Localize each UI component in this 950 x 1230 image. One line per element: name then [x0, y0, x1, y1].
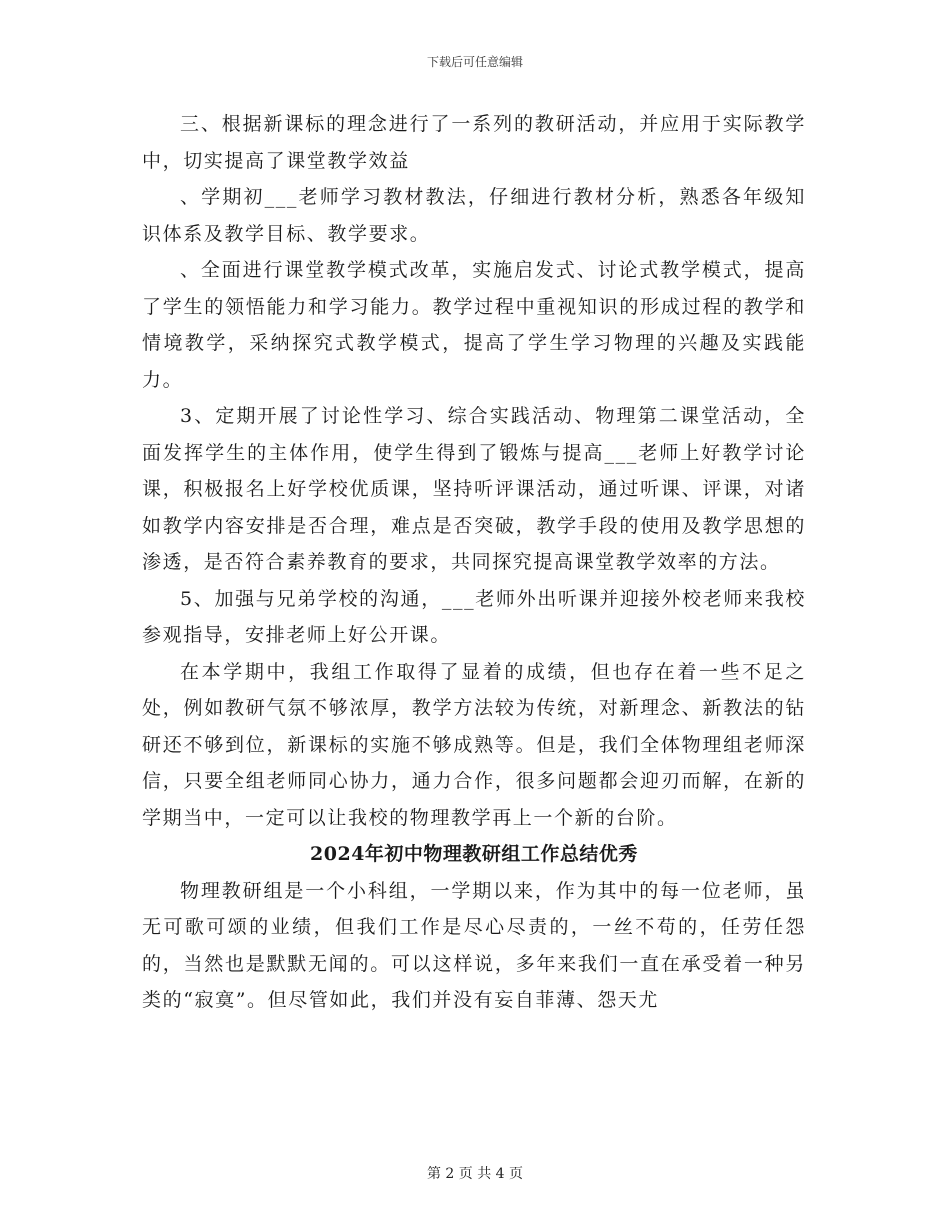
page-header: 下载后可任意编辑 — [426, 55, 523, 69]
paragraph: 5、加强与兄弟学校的沟通，___老师外出听课并迎接外校老师来我校参观指导，安排老师上好公开课。 — [142, 587, 806, 646]
paragraph: 三、根据新课标的理念进行了一系列的教研活动，并应用于实际教学中，切实提高了课堂教学效益 — [142, 113, 806, 172]
paragraph: 3、定期开展了讨论性学习、综合实践活动、物理第二课堂活动，全面发挥学生的主体作用，使学生得到了锻炼与提高___老师上好教学讨论课，积极报名上好学校优质课，坚持听评课活动，通过听课、评课，对诸如教学内容安排是否合理，难点是否突破，教学手段的使用及教学思想的渗透，是否符合素养教育的要求，共同探究提高课堂教学效率的方法。 — [142, 405, 806, 573]
paragraph: 在本学期中，我组工作取得了显着的成绩，但也存在着一些不足之处，例如教研气氛不够浓厚，教学方法较为传统，对新理念、新教法的钻研还不够到位，新课标的实施不够成熟等。但是，我们全体物理组老师深信，只要全组老师同心协力，通力合作，很多问题都会迎刃而解，在新的学期当中，一定可以让我校的物理教学再上一个新的台阶。 — [142, 660, 806, 829]
page-number-footer: 第 2 页 共 4 页 — [426, 1166, 524, 1182]
paragraph: 、学期初___老师学习教材教法，仔细进行教材分析，熟悉各年级知识体系及教学目标、教学要求。 — [142, 186, 806, 245]
paragraph: 、全面进行课堂教学模式改革，实施启发式、讨论式教学模式，提高了学生的领悟能力和学习能力。教学过程中重视知识的形成过程的教学和情境教学，采纳探究式教学模式，提高了学生学习物理的兴趣及实践能力。 — [142, 259, 806, 391]
paragraph: 物理教研组是一个小科组，一学期以来，作为其中的每一位老师，虽无可歌可颂的业绩，但我们工作是尽心尽责的，一丝不苟的，任劳任怨的，当然也是默默无闻的。可以这样说，多年来我们一直在承受着一种另类的“寂寞”。但尽管如此，我们并没有妄自菲薄、怨天尤 — [142, 879, 806, 1011]
section-title: 2024年初中物理教研组工作总结优秀 — [310, 843, 638, 865]
document-body — [142, 106, 806, 1019]
